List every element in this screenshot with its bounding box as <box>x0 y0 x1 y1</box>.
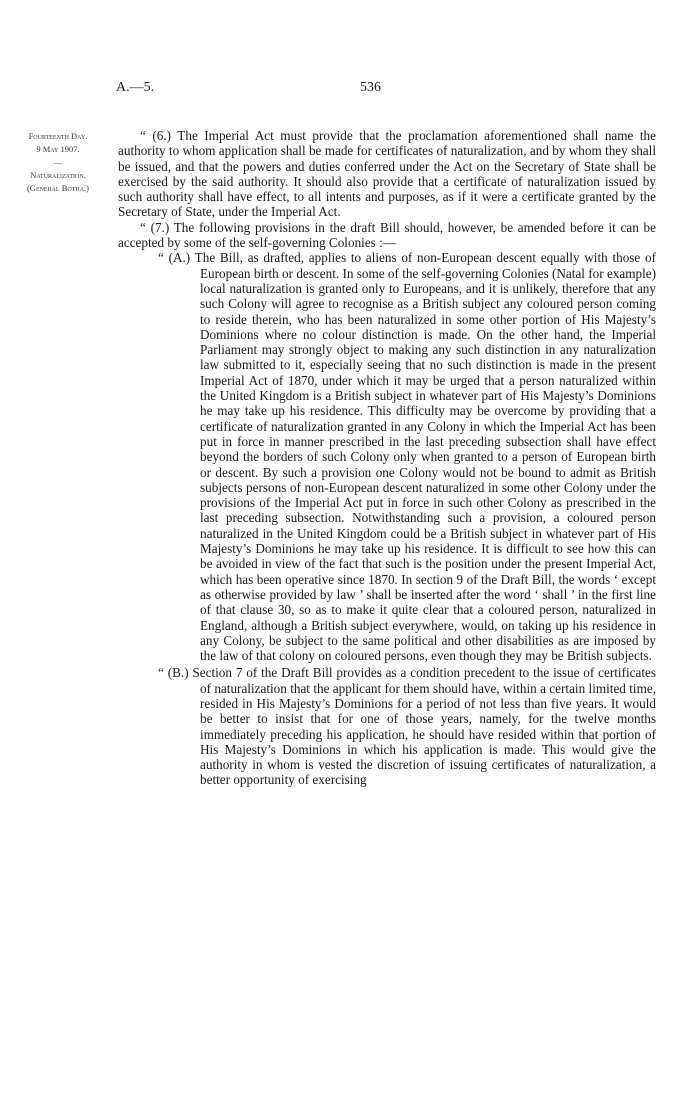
paragraph-7: “ (7.) The following provisions in the draft Bill should, however, be amended before it can be accepted by some of the self-governing Colonies :— <box>118 219 656 251</box>
running-header <box>116 80 656 100</box>
clause-b: “ (B.) Section 7 of the Draft Bill provides as a condition precedent to the issue of certificates of naturalization that the applicant for them should have, within a certain limited time, resided in His Majesty’s Dominions for a period of not less than five years. It would be better to insist that for one of those years, namely, for the twelve months immediately preceding his application, he should have resided within that portion of His Majesty’s Dominions in which his application is made. This would give the authority in whom is vested the discretion of issuing certificates of naturalization, a better opportunity of exercising <box>158 665 656 788</box>
margin-speaker: (General Botha.) <box>26 183 90 193</box>
body-text <box>118 128 656 788</box>
margin-day: Fourteenth Day. <box>28 131 88 141</box>
margin-date: 9 May 1907. <box>36 144 80 154</box>
page-number: 536 <box>360 80 381 95</box>
margin-note <box>10 130 106 195</box>
paragraph-6: “ (6.) The Imperial Act must provide that the proclamation aforementioned shall name the authority to whom application shall be made for certificates of naturalization, and by whom they shall be issued, and that the powers and duties conferred under the Act on the Secretary of State shall be exercised by the said authority. It should also provide that a certificate of naturalization issued by such authority shall have effect, to all intents and purposes, as if it were a certificate granted by the Secretary of State, under the Imperial Act. <box>118 128 656 220</box>
clause-a: “ (A.) The Bill, as drafted, applies to aliens of non-European descent equally with those of European birth or descent. In some of the self-governing Colonies (Natal for example) local naturalization is granted only to Europeans, and it is unlikely, therefore that any such Colony will agree to recognise as a British subject any coloured person coming to reside therein, who has been naturalized in some other portion of His Majesty’s Dominions where no colour distinction is made. On the other hand, the Imperial Parliament may strongly object to making any such distinction in any naturalization law submitted to it, especially seeing that no such distinction is made in the present Imperial Act of 1870, under which it may be urged that a person naturalized within the United Kingdom is a British subject in whatever part of His Majesty’s Dominions he may take up his residence. This difficulty may be overcome by providing that a certificate of naturalization granted in any Colony in which the Imperial Act has been put in force in manner prescribed in the last preceding subsection shall have effect beyond the borders of such Colony only when granted to a person of European birth or descent. By such a provision one Colony would not be bound to admit as British subjects persons of non-European descent naturalized in some other Colony under the provisions of the Imperial Act put in force in such other Colony as prescribed in the last preceding subsection. Notwithstanding such a provision, a coloured person naturalized in the United Kingdom could be a British subject in whatever part of His Majesty’s Dominions he may take up his residence. It is difficult to see how this can be avoided in view of the fact that such is the position under the present Imperial Act, which has been operative since 1870. In section 9 of the Draft Bill, the words ‘ except as otherwise provided by law ’ shall be inserted after the word ‘ shall ’ in the first line of that clause 30, so as to make it quite clear that a coloured person, naturalized in England, although a British subject everywhere, would, on taking up his residence in any Colony, be subject to the same political and other disabilities as are imposed by the law of that colony on coloured persons, even though they may be British subjects. <box>158 250 656 664</box>
document-reference: A.—5. <box>116 80 155 95</box>
margin-dash: — <box>53 157 63 167</box>
margin-topic: Naturalization. <box>30 170 86 180</box>
